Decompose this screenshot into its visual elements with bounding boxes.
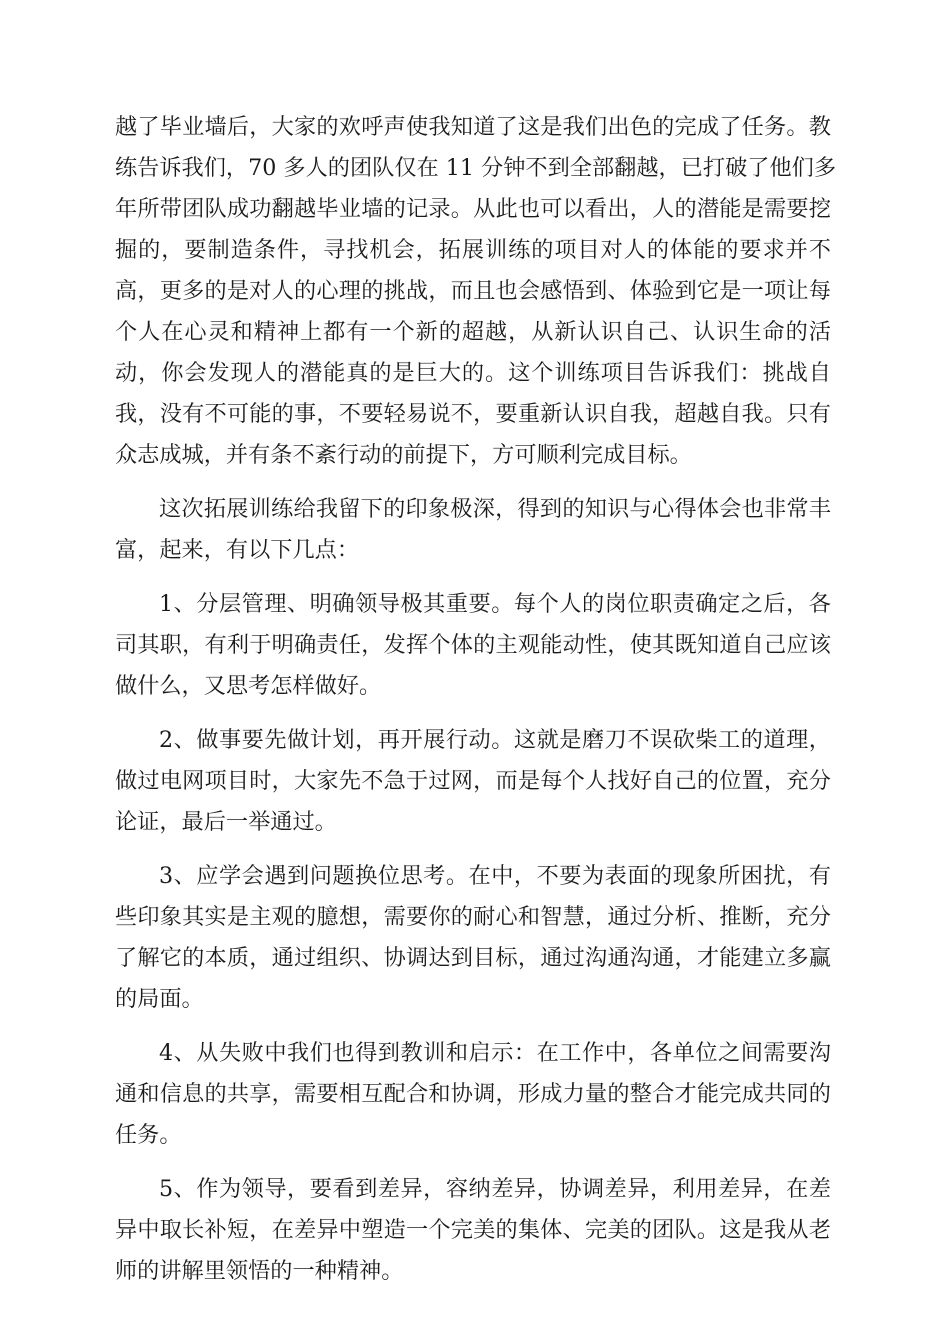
text-line: 动，你会发现人的潜能真的是巨大的。这个训练项目告诉我们：挑战自 <box>115 360 831 386</box>
text-line: 众志成城，并有条不紊行动的前提下，方可顺利完成目标。 <box>115 442 692 468</box>
text-line: 5、作为领导，要看到差异，容纳差异，协调差异，利用差异，在差 <box>159 1176 831 1202</box>
text-line: 3、应学会遇到问题换位思考。在中，不要为表面的现象所困扰，有 <box>159 863 831 889</box>
text-line: 我，没有不可能的事，不要轻易说不，要重新认识自我，超越自我。只有 <box>115 401 831 427</box>
text-line: 做什么，又思考怎样做好。 <box>115 673 382 699</box>
text-line: 做过电网项目时，大家先不急于过网，而是每个人找好自己的位置，充分 <box>115 768 831 794</box>
text-line: 了解它的本质，通过组织、协调达到目标，通过沟通沟通，才能建立多赢 <box>115 945 831 971</box>
text-line: 富，起来，有以下几点： <box>115 537 360 563</box>
text-line: 论证，最后一举通过。 <box>115 809 337 835</box>
text-line: 师的讲解里领悟的一种精神。 <box>115 1258 404 1284</box>
paragraph <box>115 720 831 843</box>
text-line: 高，更多的是对人的心理的挑战，而且也会感悟到、体验到它是一项让每 <box>115 278 831 304</box>
text-line: 这次拓展训练给我留下的印象极深，得到的知识与心得体会也非常丰 <box>159 496 831 522</box>
paragraph <box>115 489 831 571</box>
paragraph <box>115 584 831 707</box>
text-line: 的局面。 <box>115 986 204 1012</box>
document-body <box>115 107 837 1305</box>
paragraph <box>115 1033 831 1156</box>
text-line: 4、从失败中我们也得到教训和启示：在工作中，各单位之间需要沟 <box>159 1040 831 1066</box>
text-line: 些印象其实是主观的臆想，需要你的耐心和智慧，通过分析、推断，充分 <box>115 904 831 930</box>
text-line: 1、分层管理、明确领导极其重要。每个人的岗位职责确定之后，各 <box>159 591 831 617</box>
text-line: 练告诉我们，70 多人的团队仅在 11 分钟不到全部翻越，已打破了他们多 <box>115 155 837 181</box>
text-line: 2、做事要先做计划，再开展行动。这就是磨刀不误砍柴工的道理， <box>159 727 831 753</box>
text-line: 个人在心灵和精神上都有一个新的超越，从新认识自己、认识生命的活 <box>115 319 831 345</box>
paragraph <box>115 856 831 1020</box>
text-line: 越了毕业墙后，大家的欢呼声使我知道了这是我们出色的完成了任务。教 <box>115 114 831 140</box>
text-line: 司其职，有利于明确责任，发挥个体的主观能动性，使其既知道自己应该 <box>115 632 831 658</box>
text-line: 年所带团队成功翻越毕业墙的记录。从此也可以看出，人的潜能是需要挖 <box>115 196 831 222</box>
text-line: 异中取长补短，在差异中塑造一个完美的集体、完美的团队。这是我从老 <box>115 1217 831 1243</box>
text-line: 任务。 <box>115 1122 182 1148</box>
text-line: 掘的，要制造条件，寻找机会，拓展训练的项目对人的体能的要求并不 <box>115 237 831 263</box>
paragraph <box>115 1169 831 1292</box>
paragraph <box>115 107 837 476</box>
text-line: 通和信息的共享，需要相互配合和协调，形成力量的整合才能完成共同的 <box>115 1081 831 1107</box>
